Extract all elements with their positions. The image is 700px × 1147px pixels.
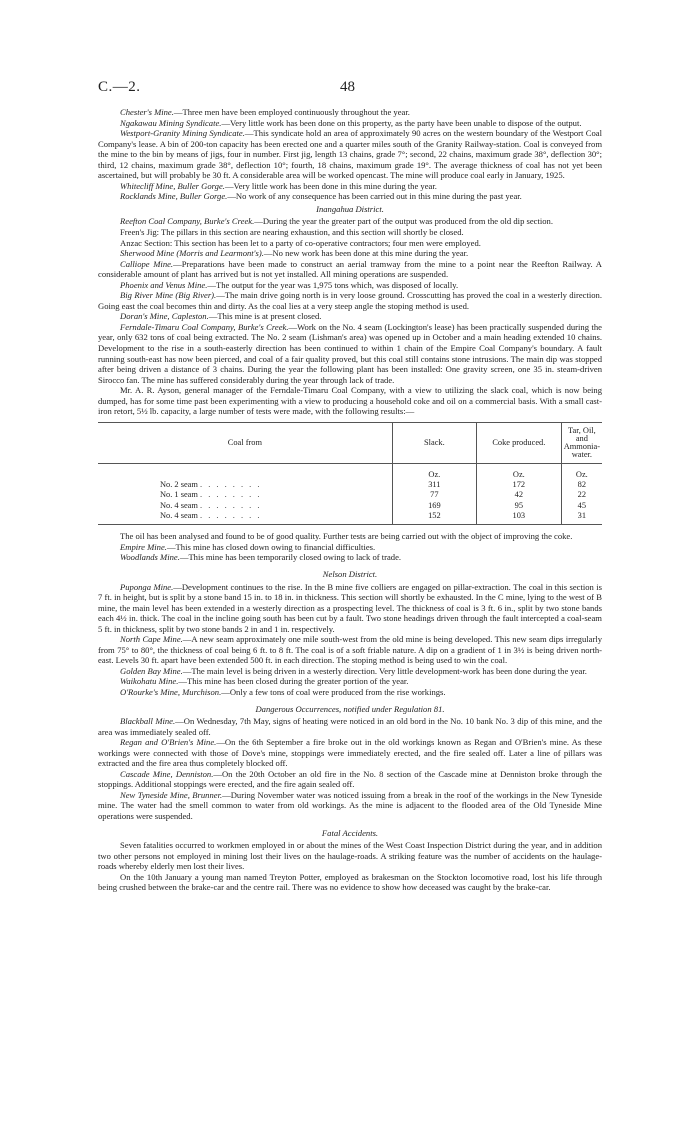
table-header-row — [98, 422, 602, 463]
paragraph-woodlands: Woodlands Mine.—This mine has been temporarily closed owing to lack of trade. — [120, 552, 402, 563]
table-unit-row: Oz. Oz. Oz. — [98, 463, 602, 480]
paragraph-dorans: Doran's Mine, Capleston.—This mine is at present closed. — [120, 311, 322, 322]
paragraph-cascade: Cascade Mine, Denniston.—On the 20th October an old fire in the No. 8 section of the Cascade mine at Denniston broke through the stoppings. Additional stoppings were erected, and the fire again sealed off. — [98, 768, 602, 790]
results-table — [98, 422, 602, 525]
section-heading-nelson: Nelson District. — [322, 568, 378, 579]
paragraph-sherwood: Sherwood Mine (Morris and Learmont's).—No new work has been done at this mine during the year. — [120, 248, 469, 259]
table-row: No. 2 seam . . . . . . . . 311 172 82 — [98, 480, 602, 490]
section-heading-fatal-accidents: Fatal Accidents. — [321, 827, 379, 838]
paragraph-golden-bay: Golden Bay Mine.—The main level is being driven in a westerly direction. Very little development-work has been done during the year. — [120, 665, 587, 676]
paragraph-reefton: Reefton Coal Company, Burke's Creek.—During the year the greater part of the output was produced from the old dip section. — [120, 216, 553, 227]
paragraph-ngakawau: Ngakawau Mining Syndicate.—Very little work has been done on this property, as the party have been unable to dispose of the output. — [120, 117, 582, 128]
document-code: C.—2. — [98, 79, 141, 95]
paragraph-calliope: Calliope Mine.—Preparations have been made to construct an aerial tramway from the mine to a point near the Reefton Railway. A considerable amount of plant has arrived but is not yet installed. All mining operations are suspended. — [98, 258, 602, 280]
column-header: Tar, Oil, and Ammonia-water. — [561, 422, 602, 463]
paragraph-oil-analysed: The oil has been analysed and found to be of good quality. Further tests are being carried out with the object of improving the coke. — [120, 531, 573, 542]
table-row: No. 4 seam . . . . . . . . 169 95 45 — [98, 501, 602, 511]
page-number: 48 — [340, 79, 355, 95]
leader-dots: . . . . . . . . — [200, 511, 262, 521]
column-header: Slack. — [392, 422, 476, 463]
section-heading-dangerous-occurrences: Dangerous Occurrences, notified under Regulation 81. — [255, 703, 445, 714]
table-row: No. 4 seam . . . . . . . . 152 103 31 — [98, 511, 602, 525]
paragraph-whitecliff: Whitecliff Mine, Buller Gorge.—Very little work has been done in this mine during the year. — [120, 180, 437, 191]
paragraph-regan-obrien: Regan and O'Brien's Mine.—On the 6th September a fire broke out in the old workings known as Regan and O'Brien's mine. As these workings were connected with those of Dove's mine, stoppings were immediately erected, and the fire sealed off. Later a line of pillars was extracted and the fire area thus completely blocked off. — [98, 737, 603, 769]
paragraph-freens-jig: Freen's Jig: The pillars in this section are nearing exhaustion, and this section will shortly be closed. — [120, 227, 464, 238]
paragraph-blackball: Blackball Mine.—On Wednesday, 7th May, signs of heating were noticed in an old bord in the No. 10 bank No. 3 dip of this mine, and the area was immediately sealed off. — [98, 716, 603, 737]
leader-dots: . . . . . . . . — [200, 490, 262, 500]
paragraph-ferndale: Ferndale-Timaru Coal Company, Burke's Creek.—Work on the No. 4 seam (Lockington's lease) has been practically suspended during the year, only 632 tons of coal being extracted. The No. 2 seam (Lishman's area) was opened up in October and a main heading extended 10 chains. Development to the rise in a south-easterly direction has been continued to within 1 chain of the Empire Coal Company's boundary. A fault running south-east has now been pierced, and coal of a fair quality proved, but this coal still contains stone intrusions. The main dip was stopped after being driven a distance of 3 chains. During the year the following plant has been installed: One gravity screen, one 35 in. steam-driven Sirocco fan. The mine has suffered considerably during the year through lack of trade. — [98, 321, 602, 385]
paragraph-fatalities: Seven fatalities occurred to workmen employed in or about the mines of the West Coast Inspection District during the year, and in addition two other persons not employed in mining lost their lives on the haulage-roads. A striking feature was the number of accidents on the haulage-roads whereby elderly men lost their lives. — [98, 840, 602, 872]
paragraph-ayson: Mr. A. R. Ayson, general manager of the Ferndale-Timaru Coal Company, with a view to utilizing the slack coal, which is now being dumped, has for some time past been experimenting with a view to producing a household coke and oil on a commercial basis. With a small cast-iron retort, 5½ lb. capacity, a large number of tests were made, with the following results:— — [98, 385, 602, 417]
leader-dots: . . . . . . . . — [200, 480, 262, 490]
leader-dots: . . . . . . . . — [200, 500, 262, 510]
column-header: Coal from — [98, 422, 392, 463]
paragraph-north-cape: North Cape Mine.—A new seam approximately one mile south-west from the old mine is being developed. This new seam dips irregularly from 75° to 80°, the thickness of coal being 6 ft. to 8 ft. The coal is of a soft friable nature. A dip on a gradient of 1 in 3½ is being driven north-east. Levels 30 ft. apart have been extended 500 ft. in each direction. The stoping method is being used to win the coal. — [98, 634, 603, 666]
paragraph-big-river: Big River Mine (Big River).—The main drive going north is in very loose ground. Crosscutting has proved the coal in a westerly direction. Going east the coal becomes thin and dirty. As the coal lies at a very steep angle the stoping method is used. — [98, 290, 602, 311]
section-heading-inangahua: Inangahua District. — [316, 203, 384, 214]
paragraph-westport-granity: Westport-Granity Mining Syndicate.—This syndicate hold an area of approximately 90 acres on the western boundary of the Westport Coal Company's lease. A bin of 200-ton capacity has been erected one and a quarter miles south of the Granity Railway-station. Coal is conveyed from the mine to the bin by means of jigs, four in number. First jig, length 13 chains, grade 7°; second, 22 chains, maximum grade 38°, deflection 30°; third, 12 chains, maximum grade 38°, deflection 10°; fourth, 18 chains, maximum grade 19°. The average thickness of coal has not yet been ascertained, but will probably be 30 ft. A considerable area will be worked opencast. The mine will produce coal early in January, 1925. — [98, 128, 602, 181]
paragraph-waikohatu: Waikohatu Mine.—This mine has been closed during the greater portion of the year. — [120, 676, 409, 687]
paragraph-chesters: Chester's Mine.—Three men have been employed continuously throughout the year. — [120, 107, 410, 117]
paragraph-puponga: Puponga Mine.—Development continues to the rise. In the B mine five colliers are engaged on pillar-extraction. The coal in this section is 7 ft. in height, but is split by a stone band 15 in. to 18 in. in thickness. This section will shortly be exhausted. In the C mine, lying to the west of B mine, the main level has been extended in a westerly direction as a prospecting level. The thickness of coal is 3 ft. 6 in., split by two stone bands each 4½ in. thick. The coal in the incline going south has been cut by a fault. Two stone headings driven through the fault intercepted a coal-seam 5 ft. in thickness, split by two stone bands 2 in and 1 in. respectively. — [98, 581, 602, 634]
paragraph-anzac: Anzac Section: This section has been let to a party of co-operative contractors; four men were employed. — [120, 237, 481, 248]
paragraph-rocklands: Rocklands Mine, Buller Gorge.—No work of any consequence has been carried out in this mine during the past year. — [120, 191, 522, 202]
column-header: Coke produced. — [476, 422, 561, 463]
paragraph-potter: On the 10th January a young man named Treyton Potter, employed as brakesman on the Stockton locomotive road, lost his life through being crushed between the brake-car and the centre rail. There was no evidence to show how deceased was caught by the brake-car. — [98, 871, 602, 893]
paragraph-orourkes: O'Rourke's Mine, Murchison.—Only a few tons of coal were produced from the rise workings. — [120, 687, 446, 697]
document-body — [98, 107, 602, 893]
paragraph-phoenix: Phoenix and Venus Mine.—The output for the year was 1,975 tons which, was disposed of locally. — [120, 279, 459, 290]
table-row: No. 1 seam . . . . . . . . 77 42 22 — [98, 490, 602, 500]
paragraph-empire: Empire Mine.—This mine has closed down owing to financial difficulties. — [120, 541, 376, 552]
paragraph-new-tyneside: New Tyneside Mine, Brunner.—During November water was noticed issuing from a break in the roof of the workings in the New Tyneside mine. The water had the smell common to water from old workings. As the mine is adjacent to the flooded area of the Old Tyneside Mine operations were suspended. — [98, 789, 603, 822]
